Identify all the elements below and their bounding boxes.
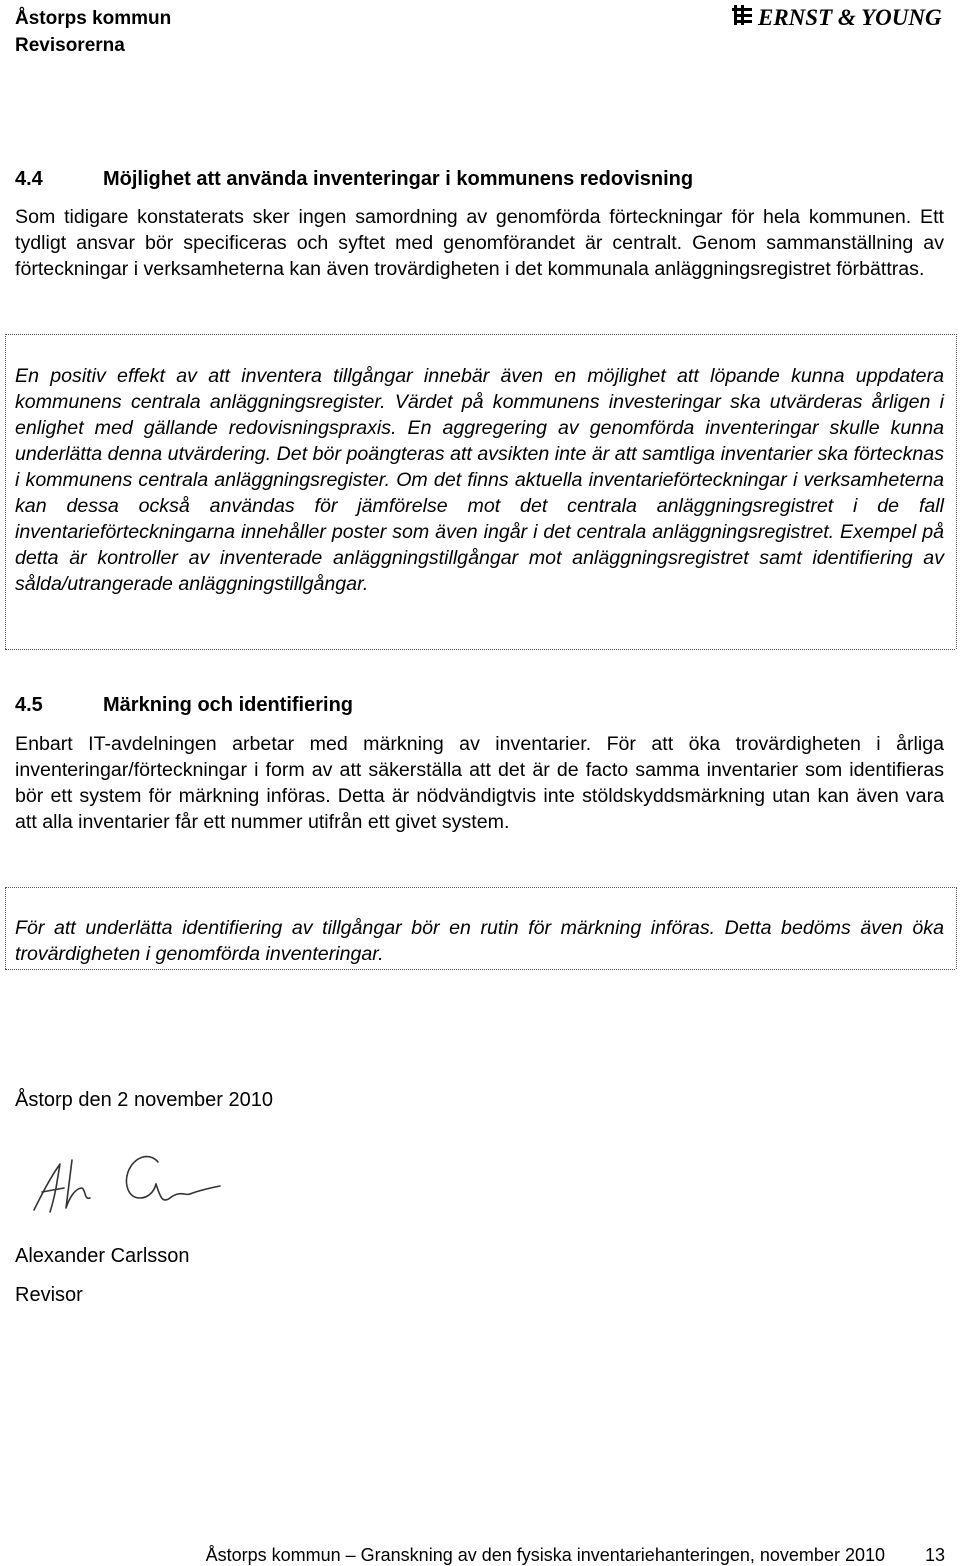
page-footer (15, 1545, 945, 1566)
signature-image (30, 1148, 225, 1223)
signature-icon (30, 1148, 225, 1223)
signer-name: Alexander Carlsson (15, 1245, 190, 1267)
section-body-4-4: Som tidigare konstaterats sker ingen samordning av genomförda förteckningar för hela kommunen. Ett tydligt ansvar bör specificeras och syftet med genomförandet är centralt. Genom sammanställning av förteckningar i verksamheterna kan även trovärdigheten i det kommunala anläggningsregistret förbättras. (15, 206, 944, 280)
ernst-young-logo (730, 2, 942, 30)
footer-text: Åstorps kommun – Granskning av den fysiska inventariehanteringen, november 2010 (205, 1545, 885, 1565)
recommendation-text-4-5: För att underlätta identifiering av tillgångar bör en rutin för märkning införas. Detta bedöms även öka trovärdigheten i genomförda inventeringar. (15, 917, 944, 965)
ey-mark-icon (730, 2, 942, 30)
recommendation-text-4-4: En positiv effekt av att inventera tillgångar innebär även en möjlighet att löpande kunna uppdatera kommunens centrala anläggningsregister. Värdet på kommunens investeringar ska utvärderas årligen i enlighet med gällande redovisningspraxis. En aggregering av genomförda inventeringar skulle kunna underlätta denna utvärdering. Det bör poängteras att avsikten inte är att samtliga inventarier ska förtecknas i kommunens centrala anläggningsregister. Om det finns aktuella inventarieförteckningar i verksamheterna kan dessa också användas för jämförelse mot det centrala anläggningsregistret i de fall inventarieförteckningarna innehåller poster som även ingår i det centrala anläggningsregistret. Exempel på detta är kontroller av inventerade anläggningstillgångar mot anläggningsregistret samt identifiering av sålda/utrangerade anläggningstillgångar. (15, 365, 944, 595)
box-bottom-border (5, 969, 955, 970)
section-title: Märkning och identifiering (103, 694, 354, 716)
section-heading-4-4 (15, 168, 693, 191)
logo-text: ERNST & YOUNG (758, 5, 942, 30)
box-bottom-border (5, 649, 955, 650)
section-body-4-5: Enbart IT-avdelningen arbetar med märkning av inventarier. För att öka trovärdigheten i årliga inventeringar/förteckningar i form av att säkerställa att det är de facto samma inventarier som identifieras bör ett system för märkning införas. Detta är nödvändigtvis inte stöldskyddsmärkning utan kan även vara att alla inventarier får ett nummer utifrån ett givet system. (15, 733, 944, 833)
place-date: Åstorp den 2 november 2010 (15, 1089, 273, 1111)
section-number: 4.4 (15, 168, 43, 190)
signer-role: Revisor (15, 1284, 83, 1306)
section-title: Möjlighet att använda inventeringar i kommunens redovisning (103, 168, 694, 190)
section-heading-4-5 (15, 694, 353, 717)
header-dept: Revisorerna (15, 35, 125, 56)
section-number: 4.5 (15, 694, 43, 716)
page-number: 13 (924, 1545, 945, 1565)
header-org: Åstorps kommun (15, 8, 172, 29)
